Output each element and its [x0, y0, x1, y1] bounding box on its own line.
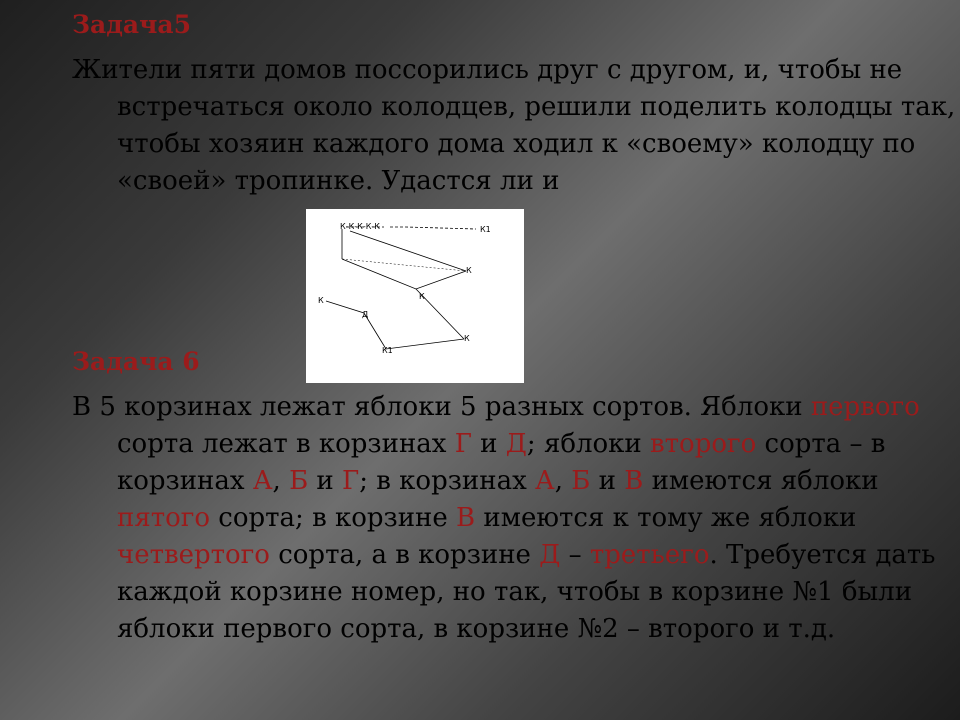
highlighted-word: А	[535, 466, 555, 496]
highlighted-word: Б	[571, 466, 591, 496]
text-segment: . Требуется дать каждой корзине номер, но так, чтобы в корзине №1 были яблоки первого сорта, в корзине №2 – второго и т.д.	[117, 540, 936, 644]
text-segment: имеются к тому же яблоки	[475, 503, 857, 533]
diagram-label: Д	[362, 310, 369, 319]
diagram-label: К	[419, 292, 425, 301]
text-segment: ; яблоки	[526, 429, 651, 459]
text-segment: сорта, а в корзине	[269, 540, 540, 570]
highlighted-word: В	[456, 503, 476, 533]
highlighted-word: Г	[454, 429, 472, 459]
text-segment: и	[308, 466, 343, 496]
diagram-path	[326, 301, 464, 349]
text-segment: В 5 корзинах лежат яблоки 5 разных сортов. Яблоки	[72, 392, 811, 422]
diagram-label: К-К-К-К-К	[340, 222, 380, 231]
highlighted-word: первого	[810, 392, 920, 422]
diagram-path	[342, 259, 466, 289]
text-segment: сорта лежат в корзинах	[117, 429, 455, 459]
highlighted-word: Д	[505, 429, 527, 459]
text-segment: ; в корзинах	[359, 466, 535, 496]
text-segment: и	[590, 466, 625, 496]
text-segment: сорта; в корзине	[210, 503, 457, 533]
highlighted-word: третьего	[589, 540, 710, 570]
task5-heading: Задача5	[72, 10, 191, 39]
highlighted-word: пятого	[117, 503, 211, 533]
task5-text: Жители пяти домов поссорились друг с другом, и, чтобы не встречаться около колодцев, решили поделить колодцы так, чтобы хозяин каждого дома ходил к «своему» колодцу по «своей» тропинке. Удастся ли и	[72, 55, 956, 196]
diagram-label: К	[318, 296, 324, 305]
diagram-label: К1	[480, 225, 491, 234]
text-segment: и	[471, 429, 506, 459]
highlighted-word: Г	[342, 466, 360, 496]
diagram-label: К1	[382, 346, 393, 355]
text-segment: ,	[554, 466, 572, 496]
highlighted-word: четвертого	[117, 540, 270, 570]
highlighted-word: Б	[289, 466, 309, 496]
text-segment: ,	[272, 466, 290, 496]
diagram-path	[350, 231, 466, 271]
diagram-label: К	[464, 334, 470, 343]
task6-heading: Задача 6	[72, 347, 200, 376]
text-segment: –	[560, 540, 590, 570]
task6-text	[72, 389, 960, 648]
highlighted-word: Д	[539, 540, 561, 570]
highlighted-word: А	[252, 466, 273, 496]
text-segment: сорта – в корзинах	[117, 429, 886, 496]
text-segment: имеются яблоки	[643, 466, 879, 496]
wells-diagram	[306, 209, 524, 383]
highlighted-word: второго	[650, 429, 757, 459]
diagram-label: К	[466, 266, 472, 275]
highlighted-word: В	[624, 466, 644, 496]
